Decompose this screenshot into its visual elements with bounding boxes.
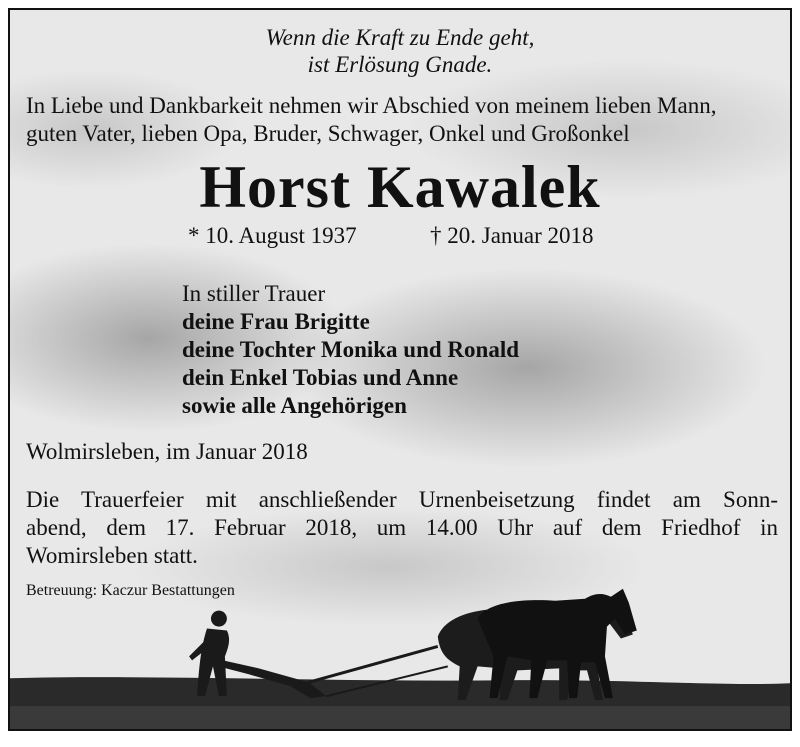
intro-text — [26, 92, 716, 148]
service-line-1: Die Trauerfeier mit anschließender Urnenbeisetzung findet am Sonn- — [26, 487, 778, 512]
deceased-name: Horst Kawalek — [199, 154, 601, 220]
service-line-3: Womirsleben statt. — [26, 543, 198, 568]
mourners-block — [182, 280, 519, 420]
mourner-line: deine Frau Brigitte — [182, 309, 370, 334]
motto-line-2: ist Erlösung Gnade. — [307, 52, 493, 77]
motto-line-1: Wenn die Kraft zu Ende geht, — [265, 25, 535, 50]
intro-line-2: guten Vater, lieben Opa, Bruder, Schwager, Onkel und Großonkel — [26, 121, 630, 146]
service-announcement — [26, 486, 778, 570]
service-line-2: abend, dem 17. Februar 2018, um 14.00 Uhr auf dem Friedhof in — [26, 515, 778, 540]
motto — [10, 24, 790, 78]
intro-line-1: In Liebe und Dankbarkeit nehmen wir Abschied von meinem lieben Mann, — [26, 93, 717, 118]
funeral-home-credit: Betreuung: Kaczur Bestattungen — [26, 582, 235, 599]
mourner-line: deine Tochter Monika und Ronald — [182, 337, 520, 362]
mourner-line: sowie alle Angehörigen — [182, 393, 407, 418]
place-date: Wolmirsleben, im Januar 2018 — [26, 439, 308, 464]
mourner-line: dein Enkel Tobias und Anne — [182, 365, 459, 390]
birth-date: * 10. August 1937 — [188, 223, 357, 248]
death-date: † 20. Januar 2018 — [430, 223, 594, 248]
obituary-notice — [8, 8, 792, 731]
mourners-heading: In stiller Trauer — [182, 281, 326, 306]
